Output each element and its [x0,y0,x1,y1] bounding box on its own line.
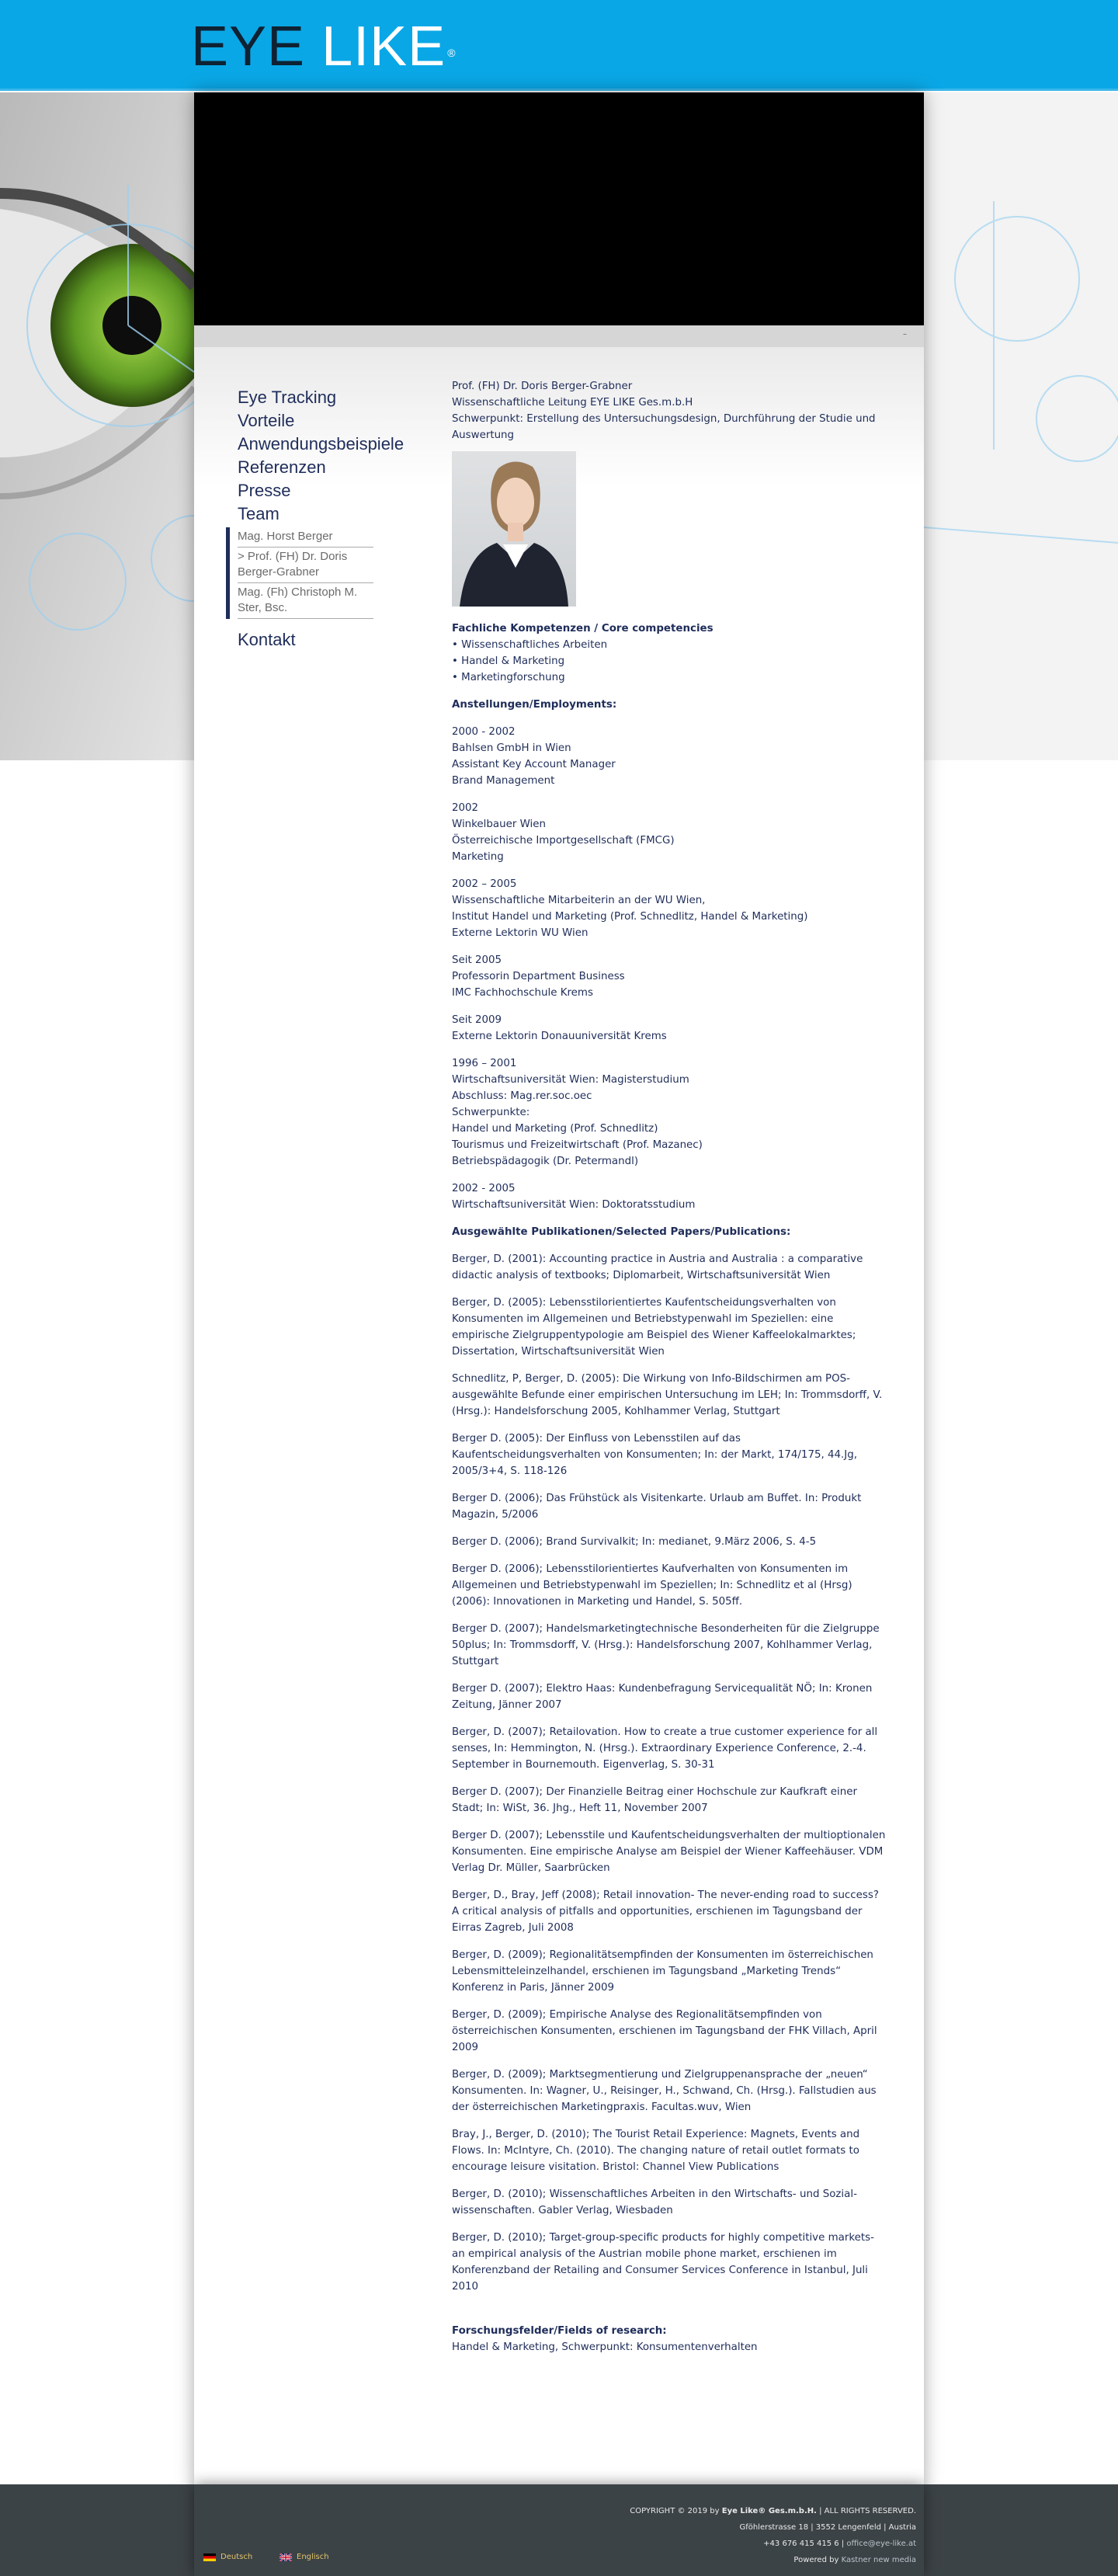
publications-heading-block [452,1224,887,1240]
publication-item: Berger D. (2007); Handelsmarketingtechnische Besonderheiten für die Zielgruppe 50plus; In: Trommsdorff, V. (Hrsg.): Handelsforschung 2007, Kohlhammer Verlag, Stuttgart [452,1623,880,1667]
education-line: Wirtschaftsuniversität Wien: Doktoratsstudium [452,1199,696,1211]
education-entry [452,1055,887,1170]
employment-line: Seit 2009 [452,1014,502,1026]
employment-line: Österreichische Importgesellschaft (FMCG) [452,835,675,846]
profile-photo [452,451,576,607]
nav-kontakt[interactable]: Kontakt [238,630,296,649]
powered-prefix: Powered by [793,2556,839,2564]
competency-item: • Handel & Marketing [452,655,565,667]
employment-line: IMC Fachhochschule Krems [452,987,593,999]
competencies-heading: Fachliche Kompetenzen / Core competencies [452,623,714,634]
nav-referenzen[interactable]: Referenzen [238,457,326,477]
site-header [0,0,1118,91]
employment-line: 2000 - 2002 [452,726,516,738]
employment-line: 2002 – 2005 [452,878,517,890]
competency-item: • Wissenschaftliches Arbeiten [452,639,608,651]
employment-line: Bahlsen GmbH in Wien [452,742,571,754]
video-area[interactable] [194,92,924,325]
employment-line: Externe Lektorin Donauuniversität Krems [452,1031,667,1042]
education-line: 1996 – 2001 [452,1058,517,1069]
publication-item: Berger D. (2007); Lebensstile und Kaufentscheidungsverhalten der multioptionalen Konsumenten. Eine empirische Analyse am Beispiel der Wiener Kaffeehäuser. VDM Verlag Dr. Müller, Saarbrücken [452,1830,886,1874]
employment-entry [452,876,887,941]
education-line: Schwerpunkte: [452,1107,530,1118]
phone-text: +43 676 415 415 6 | [763,2539,845,2548]
logo-like-text: LIKE [321,16,446,78]
profile-content [452,378,887,2366]
strip-marker: – [903,330,907,339]
profile-focus: Schwerpunkt: Erstellung des Untersuchungsdesign, Durchführung der Studie und Auswertung [452,413,876,441]
employment-line: Externe Lektorin WU Wien [452,927,589,939]
nav-vorteile[interactable]: Vorteile [238,411,295,430]
main-navigation [238,386,404,652]
subnav-horst-berger[interactable]: Mag. Horst Berger [238,527,373,548]
publication-item: Berger, D. (2010); Wissenschaftliches Arbeiten in den Wirtschafts- und Sozial- wissenschaften. Gabler Verlag, Wiesbaden [452,2188,857,2216]
email-link[interactable]: office@eye-like.at [846,2539,916,2548]
german-flag-icon [203,2553,216,2561]
employments-heading-block [452,697,887,713]
language-english-link[interactable] [280,2553,329,2561]
employment-line: 2002 [452,802,479,814]
logo-eye-text: EYE [191,16,306,78]
main-container [194,92,924,2484]
employment-entry [452,800,887,865]
publication-item: Berger D. (2007); Elektro Haas: Kundenbefragung Servicequalität NÖ; In: Kronen Zeitung, Jänner 2007 [452,1683,873,1711]
employment-entry [452,952,887,1001]
portrait-graphic [452,451,576,607]
publication-item: Berger, D. (2007); Retailovation. How to create a true customer experience for all senses, In: Hemmington, N. (Hrsg.). Extraordinary Experience Conference, 2.-4. September in Bournemouth. Eigenverlag, S. 30-31 [452,1726,878,1771]
team-subnav [226,527,373,619]
employment-line: Winkelbauer Wien [452,819,546,830]
logo[interactable] [191,16,455,78]
employment-line: Institut Handel und Marketing (Prof. Schnedlitz, Handel & Marketing) [452,911,808,923]
employment-entry [452,1012,887,1045]
powered-by-link[interactable]: Kastner new media [841,2556,916,2564]
footer-info [630,2503,916,2568]
language-english-label: Englisch [297,2553,329,2561]
address-line: Gföhlerstrasse 18 | 3552 Lengenfeld | Austria [739,2523,916,2532]
research-text: Handel & Marketing, Schwerpunkt: Konsumentenverhalten [452,2341,758,2353]
nav-eye-tracking[interactable]: Eye Tracking [238,388,337,407]
education-line: 2002 - 2005 [452,1183,516,1194]
contact-line [630,2536,916,2552]
competencies-section [452,621,887,686]
employment-line: Wissenschaftliche Mitarbeiterin an der WU Wien, [452,895,706,906]
subnav-christoph-ster[interactable]: Mag. (Fh) Christoph M. Ster, Bsc. [238,583,373,619]
education-line: Betriebspädagogik (Dr. Petermandl) [452,1156,639,1167]
education-line: Handel und Marketing (Prof. Schnedlitz) [452,1123,658,1135]
education-line: Wirtschaftsuniversität Wien: Magisterstudium [452,1074,689,1086]
publication-item: Berger D. (2005): Der Einfluss von Lebensstilen auf das Kaufentscheidungsverhalten von Konsumenten; In: der Markt, 174/175, 44.Jg, 2005/3+4, S. 118-126 [452,1433,857,1477]
subnav-doris-berger-grabner[interactable]: > Prof. (FH) Dr. Doris Berger-Grabner [238,548,373,583]
employment-line: Assistant Key Account Manager [452,759,616,770]
rights-text: | ALL RIGHTS RESERVED. [819,2507,916,2515]
publication-item: Berger, D. (2010); Target-group-specific products for highly competitive markets- an empirical analysis of the Austrian mobile phone market, erschienen im Konferenzband der Retailing and Consumer Services Conference in Istanbul, Juli 2010 [452,2232,874,2293]
publication-item: Berger D. (2006); Lebensstilorientiertes Kaufverhalten von Konsumenten im Allgemeinen und Betriebstypenwahl im Speziellen; In: Schnedlitz et al (Hrsg) (2006): Innovationen in Marketing und Handel, S. 505ff. [452,1563,852,1608]
publication-item: Berger, D. (2009); Regionalitätsempfinden der Konsumenten im österreichischen Lebensmitteleinzelhandel, erschienen im Tagungsband „Marketing Trends“ Konferenz in Paris, Jänner 2009 [452,1949,873,1994]
publication-item: Berger D. (2006); Das Frühstück als Visitenkarte. Urlaub am Buffet. In: Produkt Magazin, 5/2006 [452,1493,862,1521]
publication-item: Schnedlitz, P, Berger, D. (2005): Die Wirkung von Info-Bildschirmen am POS- ausgewählte Befunde einer empirischen Untersuchung im LEH; In: Trommsdorff, V. (Hrsg.): Handelsforschung 2005, Kohlhammer Verlag, Stuttgart [452,1373,883,1417]
research-section [452,2323,887,2355]
competency-item: • Marketingforschung [452,672,565,683]
education-entry [452,1180,887,1213]
employment-line: Brand Management [452,775,555,787]
employment-line: Professorin Department Business [452,971,625,982]
footer-inner [194,2484,924,2576]
uk-flag-icon [280,2553,292,2561]
nav-team[interactable]: Team [238,504,280,523]
employment-line: Seit 2005 [452,954,502,966]
publication-item: Berger D. (2006); Brand Survivalkit; In: medianet, 9.März 2006, S. 4-5 [452,1536,817,1548]
profile-name: Prof. (FH) Dr. Doris Berger-Grabner [452,381,633,392]
publication-item: Berger D. (2007); Der Finanzielle Beitrag einer Hochschule zur Kaufkraft einer Stadt; In: WiSt, 36. Jhg., Heft 11, November 2007 [452,1786,857,1814]
publication-item: Bray, J., Berger, D. (2010); The Tourist Retail Experience: Magnets, Events and Flows. In: McIntyre, Ch. (2010). The changing nature of retail outlet formats to encourage leisure visitation. Bristol: Channel View Publications [452,2129,860,2173]
publication-item: Berger, D. (2001): Accounting practice in Austria and Australia : a comparative didactic analysis of textbooks; Diplomarbeit, Wirtschaftsuniversität Wien [452,1253,863,1281]
publication-item: Berger, D. (2009); Empirische Analyse des Regionalitätsempfinden von österreichischen Konsumenten, erschienen im Tagungsband der FHK Villach, April 2009 [452,2009,877,2053]
publications-heading: Ausgewählte Publikationen/Selected Papers/Publications: [452,1226,791,1238]
profile-role: Wissenschaftliche Leitung EYE LIKE Ges.m.b.H [452,397,693,408]
research-heading: Forschungsfelder/Fields of research: [452,2325,667,2337]
education-line: Abschluss: Mag.rer.soc.oec [452,1090,592,1102]
employment-entry [452,724,887,789]
employments-heading: Anstellungen/Employments: [452,699,617,711]
logo-registered-mark: ® [447,47,457,59]
employment-line: Marketing [452,851,504,863]
company-name: Eye Like® Ges.m.b.H. [721,2507,817,2515]
profile-intro [452,378,887,443]
powered-line [630,2552,916,2568]
copyright-line [630,2503,916,2519]
publication-item: Berger, D. (2005): Lebensstilorientiertes Kaufentscheidungsverhalten von Konsumenten im Allgemeinen und Betriebstypenwahl im Speziellen: eine empirische Zielgruppentypologie am Beispiel des Wiener Kaffeelokalmarktes; Dissertation, Wirtschaftsuniversität Wien [452,1297,856,1358]
language-german-link[interactable] [203,2553,252,2561]
site-footer [0,2484,1118,2576]
copyright-prefix: COPYRIGHT © 2019 by [630,2507,720,2515]
publication-item: Berger, D., Bray, Jeff (2008); Retail innovation- The never-ending road to success? A critical analysis of pitfalls and opportunities, erschienen im Tagungsband der Eirras Zagreb, Juli 2008 [452,1889,879,1934]
education-line: Tourismus und Freizeitwirtschaft (Prof. Mazanec) [452,1139,703,1151]
nav-anwendungsbeispiele[interactable]: Anwendungsbeispiele [238,434,404,454]
video-control-strip [194,325,924,347]
publication-item: Berger, D. (2009); Marktsegmentierung und Zielgruppenansprache der „neuen“ Konsumenten. In: Wagner, U., Reisinger, H., Schwand, Ch. (Hrsg.). Fallstudien aus der österreichischen Marketingpraxis. Facultas.wuv, Wien [452,2069,877,2113]
language-german-label: Deutsch [220,2553,253,2561]
nav-presse[interactable]: Presse [238,481,291,500]
